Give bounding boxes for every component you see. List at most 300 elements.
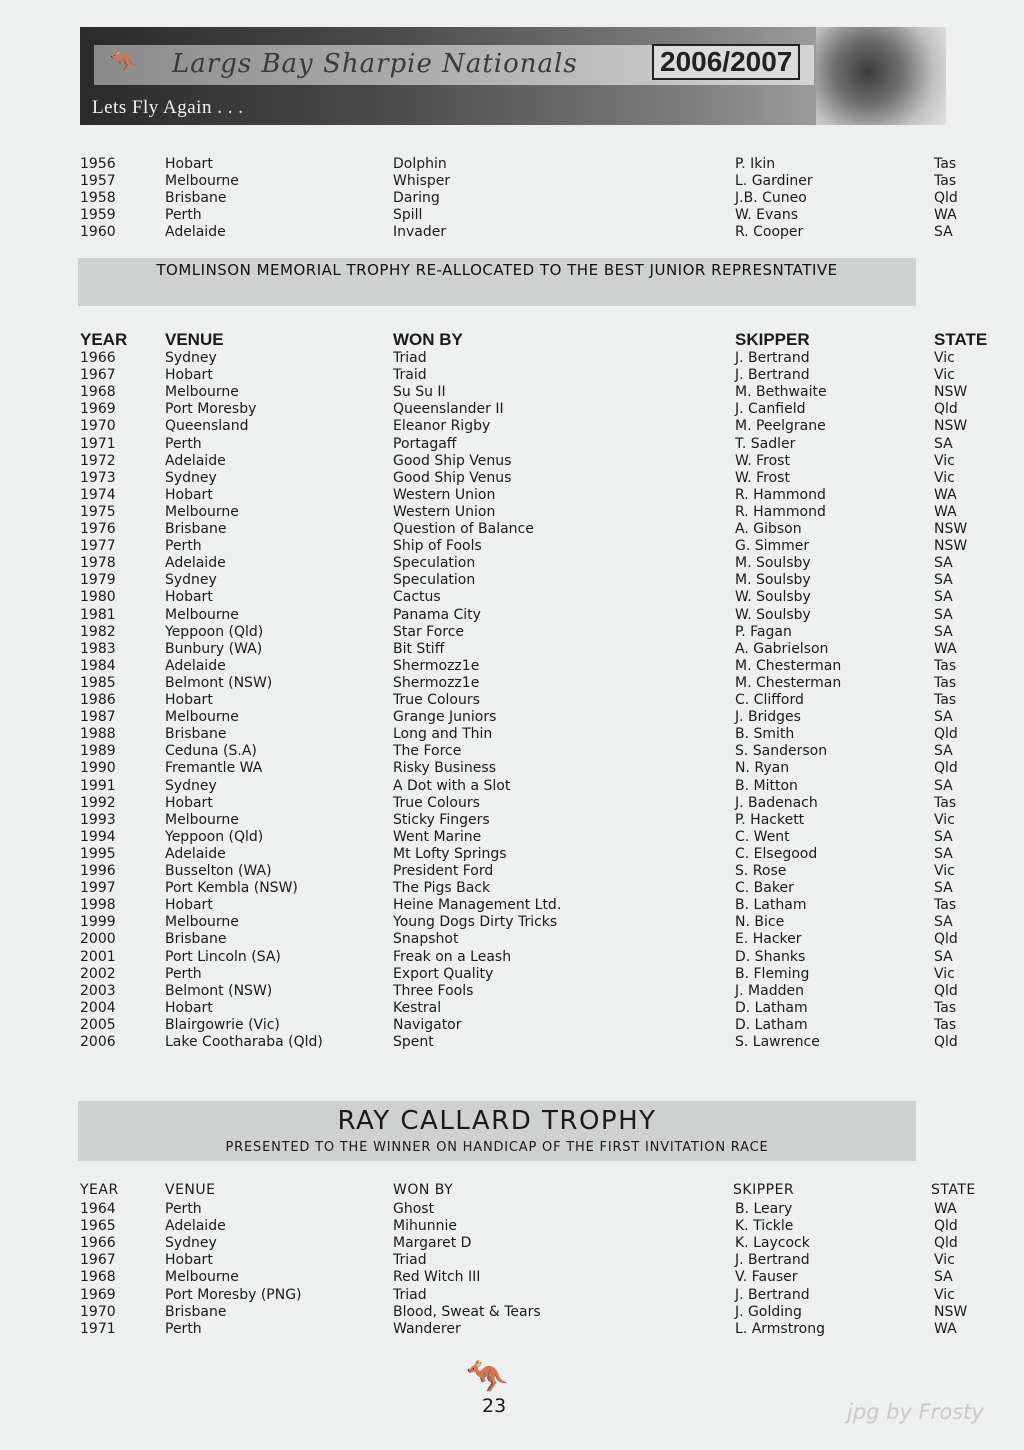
table-row — [0, 897, 1024, 914]
cell-venue: Hobart — [165, 156, 213, 172]
cell-venue: Blairgowrie (Vic) — [165, 1016, 280, 1033]
cell-year: 1989 — [80, 743, 116, 760]
cell-state: Vic — [934, 811, 955, 828]
cell-venue: Adelaide — [165, 845, 226, 862]
cell-venue: Bunbury (WA) — [165, 640, 263, 657]
cell-venue: Melbourne — [165, 709, 239, 726]
cell-year: 1979 — [80, 572, 116, 589]
cell-skipper: R. Hammond — [735, 503, 826, 520]
table-row — [0, 949, 1024, 966]
table-row — [0, 1252, 1024, 1269]
tomlinson-title: TOMLINSON MEMORIAL TROPHY RE-ALLOCATED TO THE BEST JUNIOR REPRESNTATIVE — [156, 261, 838, 279]
cell-wonby: Mt Lofty Springs — [393, 845, 507, 862]
cell-skipper: R. Cooper — [735, 224, 804, 241]
cell-skipper: M. Chesterman — [735, 657, 842, 674]
cell-venue: Hobart — [165, 692, 213, 708]
callard-section-banner — [78, 1101, 916, 1161]
cell-skipper: P. Fagan — [735, 623, 792, 640]
cell-wonby: The Force — [393, 743, 462, 760]
cell-year: 1995 — [80, 845, 116, 862]
cell-year: 1983 — [80, 640, 116, 657]
cell-venue: Sydney — [165, 469, 217, 486]
cell-year: 1966 — [80, 350, 116, 366]
cell-venue: Hobart — [165, 794, 213, 811]
table-row — [0, 1287, 1024, 1304]
table-row — [0, 521, 1024, 538]
cell-venue: Adelaide — [165, 224, 226, 241]
cell-state: SA — [934, 555, 953, 572]
cell-year: 1984 — [80, 657, 116, 674]
cell-year: 1982 — [80, 623, 116, 640]
cell-venue: Melbourne — [165, 384, 239, 401]
cell-year: 1994 — [80, 828, 116, 845]
cell-year: 1967 — [80, 367, 116, 384]
table-row — [0, 1000, 1024, 1017]
cell-venue: Adelaide — [165, 555, 226, 572]
cell-skipper: T. Sadler — [735, 435, 796, 452]
cell-skipper: W. Frost — [735, 469, 790, 486]
cell-state: Qld — [934, 760, 958, 777]
cell-wonby: Question of Balance — [393, 521, 534, 537]
cell-state: WA — [934, 486, 957, 503]
cell-year: 2006 — [80, 1034, 116, 1050]
table-row — [0, 1218, 1024, 1235]
cell-wonby: Sticky Fingers — [393, 811, 490, 828]
cell-state: SA — [934, 880, 953, 897]
col-venue-header: VENUE — [165, 330, 224, 349]
cell-wonby: Eleanor Rigby — [393, 418, 491, 435]
table-row — [0, 207, 1024, 224]
table-row — [0, 401, 1024, 418]
cell-skipper: A. Gibson — [735, 521, 802, 537]
cell-wonby: Triad — [393, 350, 427, 366]
table-row — [0, 760, 1024, 777]
cell-skipper: S. Sanderson — [735, 743, 828, 760]
table-row — [0, 658, 1024, 675]
cell-wonby: Bit Stiff — [393, 640, 445, 657]
tomlinson-section-banner — [78, 258, 916, 306]
header-banner — [80, 27, 946, 125]
table-row — [0, 914, 1024, 931]
cell-venue: Perth — [165, 435, 202, 452]
cell-state: Qld — [934, 401, 958, 418]
cell-state: Vic — [934, 367, 955, 384]
cell-venue: Port Moresby (PNG) — [165, 1286, 302, 1303]
cell-venue: Hobart — [165, 486, 213, 503]
cell-year: 1970 — [80, 1303, 116, 1320]
cell-wonby: Whisper — [393, 173, 451, 190]
cell-year: 1988 — [80, 726, 116, 743]
cell-state: Vic — [934, 350, 955, 366]
callard-header-row — [0, 1182, 1024, 1199]
cell-year: 1998 — [80, 897, 116, 914]
col-year-header: YEAR — [80, 330, 128, 349]
banner-title: Largs Bay Sharpie Nationals — [172, 49, 578, 79]
cell-skipper: K. Tickle — [735, 1218, 794, 1235]
cell-state: NSW — [934, 1303, 968, 1320]
cell-wonby: Speculation — [393, 572, 476, 589]
table-row — [0, 470, 1024, 487]
cell-wonby: Good Ship Venus — [393, 469, 512, 486]
table-row — [0, 224, 1024, 241]
cell-wonby: Good Ship Venus — [393, 452, 512, 469]
col-skipper-header: SKIPPER — [735, 330, 810, 349]
cell-skipper: N. Bice — [735, 914, 785, 931]
cell-state: SA — [934, 1269, 953, 1286]
cell-venue: Brisbane — [165, 190, 227, 207]
cell-state: SA — [934, 777, 953, 794]
cell-state: Qld — [934, 931, 958, 948]
cell-year: 1981 — [80, 606, 116, 623]
cell-venue: Hobart — [165, 589, 213, 606]
cell-wonby: Heine Management Ltd. — [393, 897, 562, 914]
cell-year: 1968 — [80, 384, 116, 401]
cell-state: SA — [934, 224, 953, 241]
cell-year: 2000 — [80, 931, 116, 948]
cell-year: 1957 — [80, 173, 116, 190]
cell-wonby: Export Quality — [393, 965, 494, 982]
table-row — [0, 692, 1024, 709]
cell-state: SA — [934, 589, 953, 606]
cell-wonby: Ship of Fools — [393, 538, 482, 555]
cell-state: SA — [934, 623, 953, 640]
cell-wonby: Invader — [393, 224, 447, 241]
cell-wonby: Snapshot — [393, 931, 459, 948]
cell-wonby: Queenslander II — [393, 401, 504, 418]
cell-skipper: J. Bertrand — [735, 1252, 810, 1269]
cell-wonby: Grange Juniors — [393, 709, 497, 726]
cell-skipper: R. Hammond — [735, 486, 826, 503]
cell-venue: Adelaide — [165, 452, 226, 469]
cell-year: 1992 — [80, 794, 116, 811]
table-row — [0, 624, 1024, 641]
cell-state: Qld — [934, 726, 958, 743]
cell-wonby: Shermozz1e — [393, 674, 480, 691]
cell-venue: Lake Cootharaba (Qld) — [165, 1034, 323, 1050]
cell-wonby: Mihunnie — [393, 1218, 457, 1235]
cell-skipper: B. Latham — [735, 897, 807, 914]
cell-venue: Sydney — [165, 777, 217, 794]
tomlinson-header-row — [0, 331, 1024, 348]
cell-state: Vic — [934, 1252, 955, 1269]
cell-venue: Adelaide — [165, 657, 226, 674]
cell-venue: Perth — [165, 538, 202, 555]
cell-skipper: W. Soulsby — [735, 589, 811, 606]
cell-skipper: J. Golding — [735, 1303, 802, 1320]
cell-wonby: Margaret D — [393, 1235, 472, 1252]
cell-year: 2002 — [80, 965, 116, 982]
cell-state: Vic — [934, 965, 955, 982]
table-row — [0, 880, 1024, 897]
cell-wonby: Young Dogs Dirty Tricks — [393, 914, 558, 931]
cell-skipper: V. Fauser — [735, 1269, 798, 1286]
cell-venue: Fremantle WA — [165, 760, 263, 777]
cell-year: 1971 — [80, 435, 116, 452]
cell-skipper: E. Hacker — [735, 931, 802, 948]
cell-wonby: Star Force — [393, 623, 465, 640]
cell-skipper: S. Lawrence — [735, 1034, 820, 1050]
cell-state: WA — [934, 207, 957, 224]
cell-wonby: Panama City — [393, 606, 481, 623]
table-row — [0, 795, 1024, 812]
cell-year: 1985 — [80, 674, 116, 691]
table-row — [0, 1321, 1024, 1338]
cell-venue: Port Moresby — [165, 401, 257, 418]
table-row — [0, 829, 1024, 846]
cell-year: 1966 — [80, 1235, 116, 1252]
table-row — [0, 743, 1024, 760]
cell-wonby: Shermozz1e — [393, 657, 480, 674]
cell-year: 1958 — [80, 190, 116, 207]
cell-state: SA — [934, 743, 953, 760]
cell-skipper: M. Soulsby — [735, 572, 811, 589]
cell-skipper: C. Clifford — [735, 692, 804, 708]
cell-year: 1978 — [80, 555, 116, 572]
cell-wonby: Triad — [393, 1252, 427, 1269]
cell-skipper: J. Bertrand — [735, 1286, 810, 1303]
cell-skipper: B. Fleming — [735, 965, 810, 982]
cell-year: 1976 — [80, 521, 116, 537]
cell-skipper: D. Shanks — [735, 948, 806, 965]
cell-venue: Melbourne — [165, 503, 239, 520]
cell-year: 1969 — [80, 401, 116, 418]
table-row — [0, 504, 1024, 521]
cell-wonby: Speculation — [393, 555, 476, 572]
banner-subtitle: Lets Fly Again . . . — [92, 97, 244, 118]
cell-skipper: J. Badenach — [735, 794, 818, 811]
cell-wonby: Spill — [393, 207, 423, 224]
cell-skipper: J. Bertrand — [735, 367, 810, 384]
cell-year: 1987 — [80, 709, 116, 726]
cell-state: Qld — [934, 190, 958, 207]
cell-wonby: Freak on a Leash — [393, 948, 512, 965]
cell-year: 1999 — [80, 914, 116, 931]
cell-venue: Hobart — [165, 897, 213, 914]
table-row — [0, 538, 1024, 555]
table-row — [0, 384, 1024, 401]
cell-state: WA — [934, 640, 957, 657]
cell-wonby: True Colours — [393, 692, 480, 708]
cell-wonby: Su Su II — [393, 384, 446, 401]
cell-year: 1969 — [80, 1286, 116, 1303]
cell-wonby: Cactus — [393, 589, 441, 606]
cell-venue: Yeppoon (Qld) — [165, 623, 264, 640]
callard-subtitle: PRESENTED TO THE WINNER ON HANDICAP OF THE FIRST INVITATION RACE — [225, 1140, 769, 1155]
cell-year: 1968 — [80, 1269, 116, 1286]
cell-venue: Brisbane — [165, 726, 227, 743]
cell-wonby: Triad — [393, 1286, 427, 1303]
table-row — [0, 709, 1024, 726]
col-state-header: STATE — [931, 1182, 976, 1198]
table-row — [0, 436, 1024, 453]
table-row — [0, 367, 1024, 384]
banner-photo — [816, 27, 946, 125]
cell-venue: Ceduna (S.A) — [165, 743, 257, 760]
cell-state: Vic — [934, 863, 955, 879]
cell-wonby: Western Union — [393, 503, 496, 520]
cell-state: Qld — [934, 1034, 958, 1050]
cell-venue: Perth — [165, 1320, 202, 1337]
callard-title: RAY CALLARD TROPHY — [337, 1106, 657, 1136]
cell-year: 2005 — [80, 1016, 116, 1033]
cell-wonby: The Pigs Back — [393, 880, 491, 897]
cell-year: 2001 — [80, 948, 116, 965]
cell-skipper: M. Chesterman — [735, 674, 842, 691]
table-row — [0, 555, 1024, 572]
cell-state: Tas — [934, 674, 957, 691]
cell-state: NSW — [934, 418, 968, 435]
col-wonby-header: WON BY — [393, 1182, 454, 1198]
table-row — [0, 1034, 1024, 1051]
cell-wonby: Traid — [393, 367, 427, 384]
cell-skipper: J. Canfield — [735, 401, 806, 418]
cell-skipper: D. Latham — [735, 1016, 808, 1033]
cell-state: Tas — [934, 999, 957, 1016]
cell-year: 1971 — [80, 1320, 116, 1337]
table-row — [0, 1269, 1024, 1286]
cell-state: Qld — [934, 982, 958, 999]
cell-state: SA — [934, 709, 953, 726]
cell-year: 1991 — [80, 777, 116, 794]
cell-year: 1980 — [80, 589, 116, 606]
cell-state: Tas — [934, 692, 957, 708]
cell-state: WA — [934, 1201, 957, 1217]
cell-skipper: L. Armstrong — [735, 1320, 825, 1337]
cell-state: SA — [934, 435, 953, 452]
cell-year: 1959 — [80, 207, 116, 224]
cell-venue: Melbourne — [165, 1269, 239, 1286]
cell-venue: Belmont (NSW) — [165, 674, 273, 691]
cell-wonby: Risky Business — [393, 760, 496, 777]
cell-venue: Perth — [165, 1201, 202, 1217]
cell-year: 2004 — [80, 999, 116, 1016]
cell-state: SA — [934, 606, 953, 623]
cell-skipper: A. Gabrielson — [735, 640, 829, 657]
cell-skipper: D. Latham — [735, 999, 808, 1016]
cell-venue: Brisbane — [165, 521, 227, 537]
cell-year: 1965 — [80, 1218, 116, 1235]
table-row — [0, 156, 1024, 173]
cell-venue: Busselton (WA) — [165, 863, 272, 879]
col-skipper-header: SKIPPER — [733, 1182, 795, 1198]
table-row — [0, 607, 1024, 624]
kangaroo-icon: 🦘 — [466, 1357, 509, 1397]
table-row — [0, 675, 1024, 692]
cell-wonby: Long and Thin — [393, 726, 493, 743]
cell-wonby: Blood, Sweat & Tears — [393, 1303, 541, 1320]
cell-skipper: J. Madden — [735, 982, 804, 999]
table-row — [0, 966, 1024, 983]
cell-venue: Port Kembla (NSW) — [165, 880, 298, 897]
cell-wonby: A Dot with a Slot — [393, 777, 511, 794]
page-number: 23 — [482, 1395, 507, 1417]
cell-skipper: J. Bertrand — [735, 350, 810, 366]
col-wonby-header: WON BY — [393, 330, 463, 349]
table-row — [0, 173, 1024, 190]
cell-state: NSW — [934, 521, 968, 537]
cell-year: 1973 — [80, 469, 116, 486]
cell-wonby: Spent — [393, 1034, 434, 1050]
cell-year: 2003 — [80, 982, 116, 999]
cell-skipper: N. Ryan — [735, 760, 790, 777]
cell-wonby: Daring — [393, 190, 440, 207]
cell-state: Vic — [934, 452, 955, 469]
table-row — [0, 589, 1024, 606]
cell-skipper: W. Evans — [735, 207, 799, 224]
cell-venue: Brisbane — [165, 931, 227, 948]
cell-venue: Perth — [165, 965, 202, 982]
cell-skipper: J. Bridges — [735, 709, 801, 726]
cell-venue: Melbourne — [165, 914, 239, 931]
kangaroo-icon: 🦘 — [110, 49, 138, 74]
cell-venue: Melbourne — [165, 173, 239, 190]
cell-skipper: P. Ikin — [735, 156, 776, 172]
cell-state: SA — [934, 572, 953, 589]
cell-skipper: C. Went — [735, 828, 790, 845]
banner-year: 2006/2007 — [652, 44, 800, 80]
cell-wonby: Red Witch III — [393, 1269, 481, 1286]
cell-skipper: J.B. Cuneo — [735, 190, 807, 207]
cell-year: 1986 — [80, 692, 116, 708]
cell-skipper: L. Gardiner — [735, 173, 813, 190]
cell-wonby: True Colours — [393, 794, 480, 811]
cell-venue: Sydney — [165, 1235, 217, 1252]
cell-year: 1975 — [80, 503, 116, 520]
cell-venue: Hobart — [165, 367, 213, 384]
col-venue-header: VENUE — [165, 1182, 216, 1198]
table-row — [0, 812, 1024, 829]
cell-wonby: President Ford — [393, 863, 494, 879]
cell-year: 1960 — [80, 224, 116, 241]
cell-year: 1990 — [80, 760, 116, 777]
table-row — [0, 487, 1024, 504]
cell-year: 1970 — [80, 418, 116, 435]
cell-venue: Melbourne — [165, 811, 239, 828]
table-row — [0, 190, 1024, 207]
cell-state: Qld — [934, 1235, 958, 1252]
cell-state: Qld — [934, 1218, 958, 1235]
cell-skipper: W. Frost — [735, 452, 790, 469]
cell-skipper: B. Mitton — [735, 777, 798, 794]
cell-state: Tas — [934, 156, 957, 172]
cell-skipper: M. Soulsby — [735, 555, 811, 572]
cell-venue: Hobart — [165, 1252, 213, 1269]
table-row — [0, 846, 1024, 863]
cell-wonby: Went Marine — [393, 828, 482, 845]
cell-year: 1967 — [80, 1252, 116, 1269]
table-row — [0, 453, 1024, 470]
table-row — [0, 350, 1024, 367]
cell-year: 1974 — [80, 486, 116, 503]
cell-skipper: S. Rose — [735, 863, 787, 879]
cell-wonby: Wanderer — [393, 1320, 461, 1337]
table-row — [0, 572, 1024, 589]
table-row — [0, 931, 1024, 948]
cell-state: Tas — [934, 657, 957, 674]
cell-wonby: Navigator — [393, 1016, 462, 1033]
table-row — [0, 1235, 1024, 1252]
cell-skipper: G. Simmer — [735, 538, 810, 555]
cell-skipper: P. Hackett — [735, 811, 805, 828]
cell-skipper: W. Soulsby — [735, 606, 811, 623]
table-row — [0, 726, 1024, 743]
cell-state: Vic — [934, 469, 955, 486]
cell-state: Tas — [934, 1016, 957, 1033]
cell-wonby: Ghost — [393, 1201, 435, 1217]
cell-venue: Melbourne — [165, 606, 239, 623]
cell-skipper: C. Baker — [735, 880, 794, 897]
cell-state: SA — [934, 845, 953, 862]
